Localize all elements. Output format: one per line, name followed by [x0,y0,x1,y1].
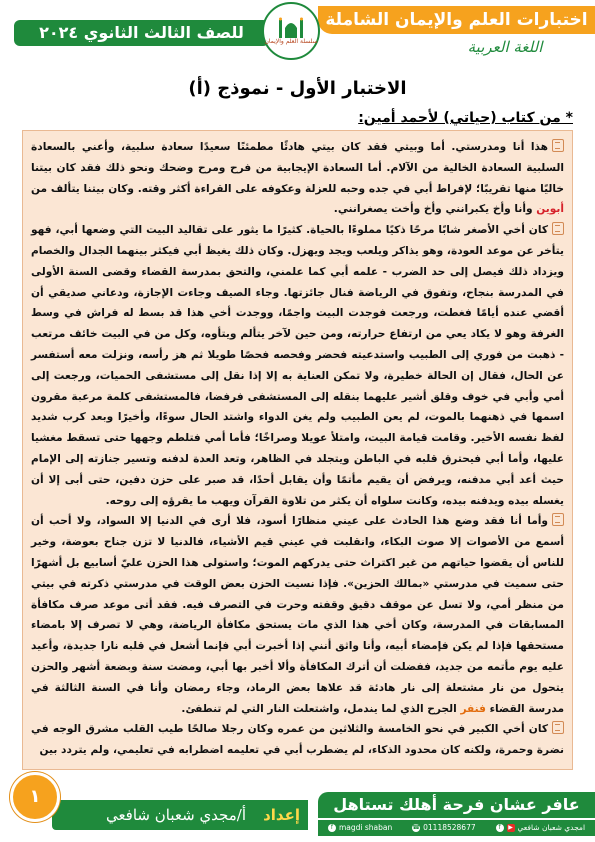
phone-link[interactable] [412,820,476,836]
paragraph-text: هذا أنا ومدرستي. أما وبيتي فقد كان بيتي هادئًا مطمئنًا سعيدًا سعادة سلبية، وأعني بالسعادة السلبية السعادة الخالية من الآلام. أما السعادة الإيجابية من فرح ومرح وضحك ونحو ذلك فقد كان بيتنا خاليًا منها تقريبًا؛ لإفراط أبي في جده وحبه للعزلة وعكوفه على القراءة أكثر وقته. وكان بيتنا يتألف من [31,141,564,195]
page-header [0,0,595,62]
exam-title: الاختبار الأول - نموذج (أ) [188,78,407,99]
passage-box [22,130,573,770]
author-name: أ/مجدي شعبان شافعي [105,806,246,824]
facebook-icon: f [328,824,336,832]
handle-ar: امجدي شعبان شافعي [517,823,586,832]
paragraph-icon [552,139,564,152]
passage-paragraph [31,137,564,220]
paragraph-text: كان أخي الأصغر شابًا مرحًا ذكيًا مملوءًا بالحياة. كثيرًا ما يثور على تقاليد البيت التي وضعها أبي، فهو يتأخر عن موعد العودة، وهو يذاكر ويلعب ويجد ويهزل. وكان ذلك يغيظ أبي فيكثر بينهما الجدال والخصام ويزداد ذلك فيصل إلى حد الضرب - علمه أبي كما علمني، والتحق بمدرسة القضاء وقضى السنة الأولى في المدرسة بنجاح، وتفوق في الرياضة فنال جائزتها. وجاء الصيف وجاءت الإجازة، ودعاني صديقي أن أقضي عنده أيامًا فغطت، ورجعت فوجدت البيت واجمًا، ووجدت أخي هذا قد بسط له فراش في وسط الغرفة وهو لا يكاد يعي من ارتفاع حرارته، ومن حين لآخر يتألم ويتأوه، وكل من في البيت خائف مرتعب - ذهبت من فوري إلى الطبيب واستدعيته فحضر وفحصه فحصًا طويلا ثم هز رأسه، ونزلت معه أستفسر عن الحال، فقال إن الحالة خطيرة، ولا تمكن العناية به إلا إذا نقل إلى مستشفى الحميات، ورجعت إلى أمي وأبي في خوف وقلق أشير عليهما بنقله إلى المستشفى فرفضا، فالمستشفى كلمة مرعبة مقرون اسمها في ذهنهما بالموت، لم يعن الطبيب ولم يغن الدواء واشتد الحال سوءًا، وأخيرًا وبعد كرب شديد لفظ نفسه الأخير. وقامت قيامة البيت، وامتلأ عويلا وصراخًا؛ فأما أمي فتلطم وجهها حتى تسقط مغشيا عليها، وأما أبي فيحترق قلبه في الباطن ويتجلد في الظاهر، وتعد العدة لدفنه وتسير جنازته إلى الإمام حيث أعد أبي مدفنه، ويرفض أن يقيم مأتمًا وأن يقابل أحدًا، قد صبر على حزن دفين، حتى أبى إلا أن يغسله بيده ويدفنه بيده، وكانت سلواه أن يكثر من تلاوة القرآن ويهب ما يقرؤه إلى روحه. [31,224,564,507]
youtube-icon: ▶ [508,824,513,831]
contact-bar [318,820,595,836]
prepared-by-label: إعداد [263,806,300,824]
mosque-icon [277,16,305,38]
subject-label: اللغة العربية [467,38,543,56]
paragraph-text: الجرح الذي لما يندمل، واشتعلت النار التي لم تنطفئ. [181,702,461,715]
passage-paragraph [31,220,564,511]
grade-title: للصف الثالث الثانوي ٢٠٢٤ [14,20,269,46]
phone-icon: ☎ [412,824,420,831]
passage-paragraph [31,719,564,761]
paragraph-text: وأنا وأخ يكبرانني وأخ وأخت يصغرانني. [333,203,537,216]
footer-slogan: عافر عشان فرحة أهلك تستاهل [318,792,595,818]
paragraph-icon [552,222,564,235]
handle-en: magdi shaban [338,823,393,832]
author-band [52,800,308,830]
highlighted-word: فنفر [460,702,486,715]
paragraph-icon [552,513,564,526]
page-number: ١ [10,772,60,822]
paragraph-text: كان أخي الكبير في نحو الخامسة والثلاثين من عمره وكان رجلا صالحًا طيب القلب مشرق الوجه في نضرة وحمرة، ولكنه كان محدود الذكاء، لم يضطرب أبي في تعليمه اضطرابه في تعليمي، ولم يتردد بين [31,723,564,757]
series-logo [262,2,320,60]
paragraph-text: وأما أنا فقد وضع هذا الحادث على عيني منظارًا أسود، فلا أرى في الدنيا إلا السواد، ولا أحب أن أسمع من الأصوات إلا صوت البكاء، وانقلبت في عيني قيم الأشياء، فالدنيا لا تزن جناح بعوضة، وخير للناس أن يقضوا حياتهم من غير اكتراث حتى يدركهم الموت؛ واستولى هذا الحزن عليّ أسابيع بل أشهرًا حتى سميت في مدرستي «بمالك الحزين». فإذا نسيت الحزن بعض الوقت في مدرستي ذكرته في بيتي من منظر أمي، ولا تسل عن موقف دقيق وقفته وحرت في التصرف فيه. فقد أتى موعد صرف مكافأة المسابقات في المدرسة، وكان أخي هذا الذي مات يستحق مكافأة الرياضة، وهي لا تصرف إلا بامضاء مستحقها فإذا لم يكن فإمضاء أبيه، وأنا واثق أنني إذا أخبرت أبي فإنما أشعل في قلبه نارا جديدة، وأعيد عليه يوم مأتمه من جديد، ففضلت أن أترك المكافأة وألا أخبر بها أبي، ومضت سنة وبضعة أشهر والحزن يتحول من نار مشتعلة إلى نار هادئة قد علاها بعض الرماد، وجاء رمضان وأنا في السنة الثالثة في مدرسة القضاء [31,515,564,715]
facebook-icon: f [496,824,504,832]
highlighted-word: أبوين [536,203,564,216]
social-link[interactable] [496,820,586,836]
phone-number: 01118528677 [423,823,476,832]
paragraph-icon [552,721,564,734]
facebook-link[interactable] [328,820,392,836]
page-footer [0,778,595,842]
passage-paragraph [31,511,564,719]
logo-caption: سلسلة العلم والإيمان [264,38,318,45]
section-heading: * من كتاب (حياتي) لأحمد أمين: [358,110,573,126]
series-title: اختبارات العلم والإيمان الشاملة [318,6,595,34]
